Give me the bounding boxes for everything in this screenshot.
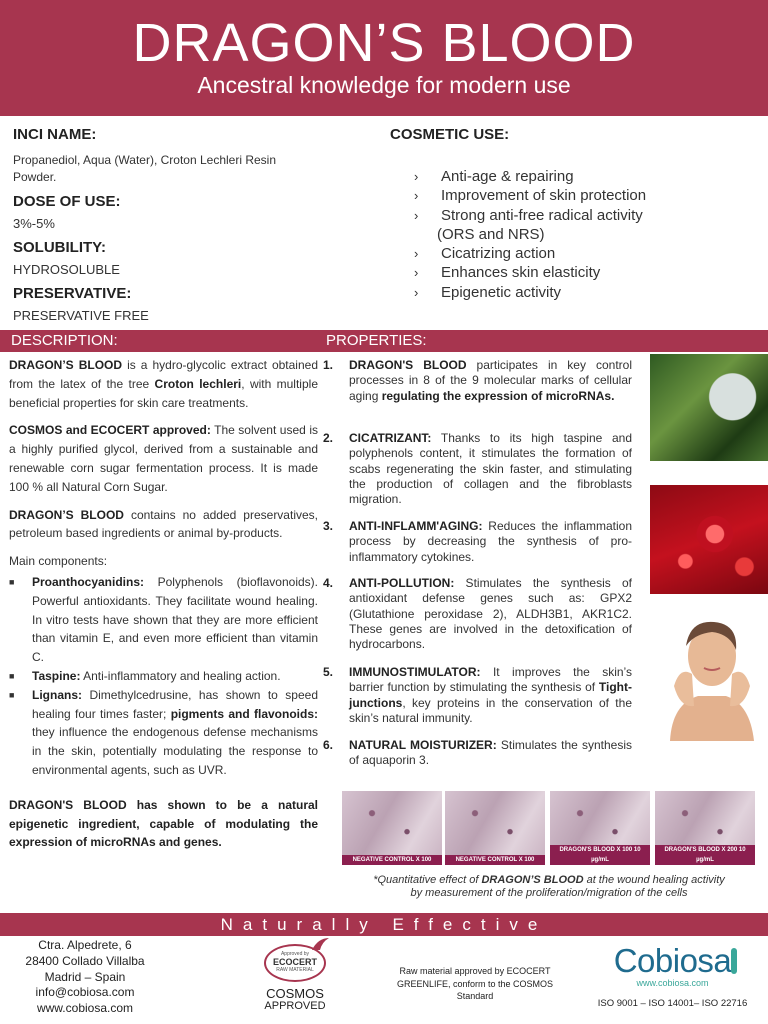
property-item: 4. ANTI-POLLUTION: Stimulates the synthesis of antioxidant defense genes such as: GPX2 (Glutathione peroxidase 2), ALDH3B1, AKR1C2. These genes are involved in the detoxification of hydrocarbons. (323, 576, 632, 652)
cosmetic-use-block (390, 126, 760, 302)
approved-label: APPROVED (264, 1000, 326, 1012)
inci-value: Propanediol, Aqua (Water), Croton Lechleri Resin Powder. (13, 153, 277, 184)
micrograph-image: DRAGON'S BLOOD X 100 10 µg/mL (550, 791, 650, 865)
description-heading: DESCRIPTION: (11, 332, 118, 349)
chevron-right-icon: › (414, 207, 419, 223)
chevron-right-icon: › (414, 284, 419, 300)
iso-certifications: ISO 9001 – ISO 14001– ISO 22716 (597, 998, 748, 1009)
closing-statement: DRAGON'S BLOOD has shown to be a natural epigenetic ingredient, capable of modulating the expression of microRNAs and genes. (9, 797, 318, 850)
list-item: › Cicatrizing action (414, 245, 556, 263)
address-block (0, 938, 170, 1017)
property-item: 2. CICATRIZANT: Thanks to its high taspine and polyphenols content, it stimulates the formation of scabs regenerating the skin faster, and stimulating the production of collagen and the fibroblasts migration. (323, 431, 632, 507)
product-title: DRAGON’S BLOOD (132, 13, 636, 73)
description-paragraph: DRAGON’S BLOOD is a hydro-glycolic extract obtained from the latex of the tree Croton lechleri, with multiple beneficial properties for skin care treatments. (9, 358, 318, 410)
bullet-icon: ■ (9, 689, 15, 700)
preservative-label: PRESERVATIVE: (13, 285, 132, 302)
chevron-right-icon: › (414, 265, 419, 281)
chevron-right-icon: › (414, 169, 419, 184)
brand-name: Cobiosa (613, 942, 732, 979)
address-line: Ctra. Alpedrete, 6 (38, 938, 132, 952)
address-line: Madrid – Spain (44, 969, 126, 984)
description-paragraph: DRAGON’S BLOOD contains no added preservatives, petroleum based ingredients or animal by-products. (9, 507, 318, 541)
preservative-block (13, 285, 313, 323)
inci-label: INCI NAME: (13, 126, 97, 143)
ecocert-logo: Approved by ECOCERT RAW MATERIAL COSMOS APPROVED (255, 944, 335, 1012)
bullet-icon: ■ (9, 576, 15, 587)
cobiosa-logo (585, 942, 760, 1009)
slogan-bar (0, 913, 768, 936)
address-line: 28400 Collado Villalba (25, 953, 145, 968)
list-item: ■ Taspine: Anti-inflammatory and healing action. (9, 667, 318, 686)
brand-url[interactable]: www.cobiosa.com (636, 978, 709, 988)
brand-mark-icon (731, 948, 737, 974)
cosmetic-list (390, 167, 760, 302)
components-list (9, 573, 318, 780)
website-link[interactable]: www.cobiosa.com (36, 1001, 134, 1016)
property-item: 3. ANTI-INFLAMM'AGING: Reduces the inflammation process by decreasing the synthesis of pro-inflammatory cytokines. (323, 519, 632, 564)
header-banner (0, 0, 768, 116)
ecocert-note: Raw material approved by ECOCERT GREENLIFE, conform to the COSMOS Standard (396, 966, 554, 1001)
red-resin-drops-photo (650, 485, 768, 594)
description-paragraph: COSMOS and ECOCERT approved: The solvent used is a highly purified glycol, derived from a sustainable and renewable corn sugar fermentation process. It is made 100 % all Natural Corn Sugar. (9, 423, 318, 494)
micrograph-caption: *Quantitative effect of DRAGON’S BLOOD at the wound healing activity by measurement of the proliferation/migration of the cells (373, 874, 725, 899)
dose-label: DOSE OF USE: (13, 193, 121, 210)
property-item: 6. NATURAL MOISTURIZER: Stimulates the synthesis of aquaporin 3. (323, 738, 632, 768)
property-item: 5. IMMUNOSTIMULATOR: It improves the skin’s barrier function by stimulating the synthesis of Tight-junctions, key proteins in the conservation of the skin’s natural immunity. (323, 665, 632, 725)
micrograph-image: DRAGON'S BLOOD X 200 10 µg/mL (655, 791, 755, 865)
properties-heading: PROPERTIES: (326, 332, 427, 349)
bullet-icon: ■ (9, 670, 15, 681)
product-subtitle: Ancestral knowledge for modern use (197, 72, 571, 98)
chevron-right-icon: › (414, 188, 419, 204)
list-item-continuation: (ORS and NRS) (437, 225, 545, 243)
slogan-text: Naturally Effective (220, 915, 548, 934)
email-link[interactable]: info@cobiosa.com (35, 985, 135, 1000)
dose-block (13, 193, 313, 231)
solubility-label: SOLUBILITY: (13, 239, 107, 256)
inci-block (13, 126, 313, 186)
cosmos-label: COSMOS (266, 986, 324, 1001)
dose-value: 3%-5% (13, 216, 55, 231)
list-item: › Strong anti-free radical activity (414, 206, 643, 224)
solubility-block (13, 239, 313, 277)
solubility-value: HYDROSOLUBLE (13, 262, 120, 277)
components-label: Main components: (9, 554, 108, 569)
section-bar (0, 330, 768, 352)
property-item: 1. DRAGON'S BLOOD participates in key control processes in 8 of the 9 molecular marks of cellular aging regulating the expression of microRNAs. (323, 358, 633, 403)
list-item: › Epigenetic activity (414, 283, 562, 301)
micrograph-image: NEGATIVE CONTROL X 100 (342, 791, 442, 865)
list-item: › Anti-age & repairing (414, 168, 574, 185)
list-item: ■ Lignans: Dimethylcedrusine, has shown to speed healing four times faster; pigments and flavonoids: they influence the endogenous defense mechanisms in the skin, potentially modulating the response to environmental agents, such as UVR. (9, 687, 319, 777)
croton-tree-photo (650, 354, 768, 461)
list-item: › Enhances skin elasticity (414, 264, 601, 282)
cosmetic-label: COSMETIC USE: (390, 126, 510, 143)
chevron-right-icon: › (414, 246, 419, 262)
preservative-value: PRESERVATIVE FREE (13, 308, 149, 323)
micrograph-image: NEGATIVE CONTROL X 100 (445, 791, 545, 865)
woman-face-photo (650, 616, 768, 741)
list-item: ■ Proanthocyanidins: Polyphenols (bioflavonoids). Powerful antioxidants. They facilitate wound healing. In vitro tests have shown that they are more efficient than vitamin E, and even more efficient than vitamin C. (9, 574, 318, 665)
description-column (9, 356, 318, 861)
list-item: › Improvement of skin protection (414, 187, 647, 205)
